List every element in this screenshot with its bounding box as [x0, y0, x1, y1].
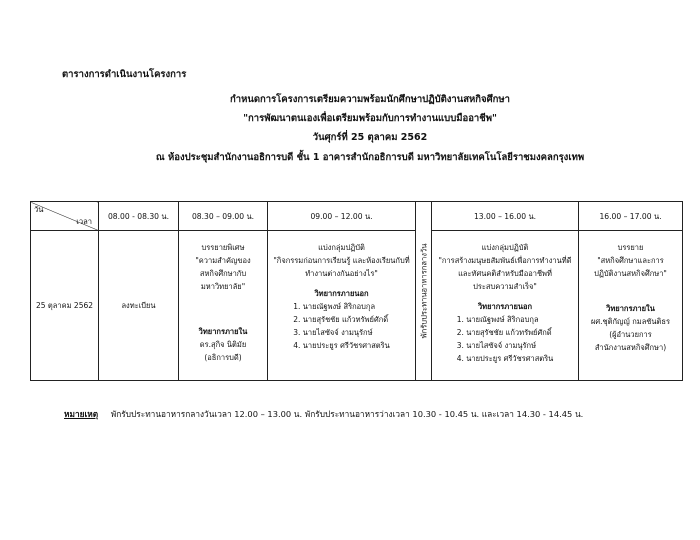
closing-lecture-cell [579, 231, 683, 381]
morning-workshop-cell [268, 231, 416, 381]
day-label: วัน [34, 205, 44, 214]
table-row [31, 231, 683, 381]
special-lecture-topic: "ความสำคัญของ [195, 256, 251, 265]
time-slot-4: 13.00 – 16.00 น. [432, 202, 579, 231]
speaker-heading: วิทยากรภายใน [606, 304, 655, 313]
project-subtitle: "การพัฒนาตนเองเพื่อเตรียมพร้อมกับการทำงานแบบมืออาชีพ" [243, 113, 497, 124]
event-date: วันศุกร์ที่ 25 ตุลาคม 2562 [312, 132, 428, 143]
time-slot-1: 08.00 - 08.30 น. [99, 202, 179, 231]
speaker-role: (อธิการบดี) [204, 353, 242, 362]
speaker-name: 1. นายณัฐพงษ์ สิริกอบกุล [293, 302, 376, 311]
morning-activity-type: แบ่งกลุ่มปฏิบัติ [318, 243, 365, 252]
speaker-name: 2. นายสุรัชชัย แก้วทรัพย์ศักดิ์ [456, 328, 552, 337]
speaker-name: ผศ.ชุติกัญญ์ กมลชันติธร [591, 317, 670, 326]
speaker-heading: วิทยากรภายนอก [477, 302, 533, 311]
speaker-name: 1. นายณัฐพงษ์ สิริกอบกุล [456, 315, 539, 324]
morning-topic: ทำงานต่างกันอย่างไร" [305, 269, 378, 278]
speaker-list [293, 300, 390, 352]
day-time-corner-cell [31, 202, 99, 231]
special-lecture-topic: สหกิจศึกษากับ [199, 269, 247, 278]
project-title: กำหนดการโครงการเตรียมความพร้อมนักศึกษาปฏิบัติงานสหกิจศึกษา [229, 94, 510, 105]
afternoon-topic: "การสร้างมนุษยสัมพันธ์เพื่อการทำงานที่ดี [438, 256, 572, 265]
speaker-list [457, 313, 554, 365]
time-slot-3: 09.00 – 12.00 น. [268, 202, 416, 231]
afternoon-workshop-cell [432, 231, 579, 381]
afternoon-activity-type: แบ่งกลุ่มปฏิบัติ [481, 243, 529, 252]
afternoon-topic: ประสบความสำเร็จ" [473, 282, 537, 291]
speaker-role: สำนักงานสหกิจศึกษา) [594, 343, 667, 352]
speaker-name: 3. นายไสซัจจ์ งามนุรักษ์ [293, 328, 373, 337]
speaker-heading: วิทยากรภายใน [198, 327, 248, 336]
speaker-name: ดร.สุกิจ นิติมัย [199, 340, 247, 349]
lunch-break-label: พักรับประทานอาหารกลางวัน [419, 243, 428, 339]
registration-cell: ลงทะเบียน [99, 231, 179, 381]
time-slot-2: 08.30 – 09.00 น. [179, 202, 268, 231]
closing-lecture-topic: ปฏิบัติงานสหกิจศึกษา" [594, 269, 667, 278]
speaker-name: 4. นายประยูร ศรีวัชรศาสตริน [456, 354, 554, 363]
afternoon-topic: และทัศนคติสำหรับมืออาชีพที่ [458, 269, 552, 278]
footnote-label: หมายเหตุ [64, 409, 99, 419]
schedule-table [30, 201, 683, 381]
event-venue: ณ ห้องประชุมสำนักงานอธิการบดี ชั้น 1 อาคารสำนักอธิการบดี มหาวิทยาลัยเทคโนโลยีราชมงคลกรุงเทพ [155, 152, 585, 163]
speaker-heading: วิทยากรภายนอก [314, 289, 369, 298]
speaker-name: 2. นายสุรัชชัย แก้วทรัพย์ศักดิ์ [293, 315, 389, 324]
special-lecture-topic: มหาวิทยาลัย" [200, 282, 246, 291]
closing-lecture-type: บรรยาย [617, 243, 644, 252]
speaker-role: (ผู้อำนวยการ [609, 330, 652, 339]
speaker-name: 4. นายประยูร ศรีวัชรศาสตริน [293, 341, 390, 350]
special-lecture-cell [179, 231, 268, 381]
date-cell: 25 ตุลาคม 2562 [31, 231, 99, 381]
time-label: เวลา [76, 217, 92, 226]
table-header-row [31, 202, 683, 231]
special-lecture-type: บรรยายพิเศษ [201, 243, 245, 252]
document-label: ตารางการดำเนินงานโครงการ [62, 69, 187, 80]
footnote [64, 407, 583, 421]
time-slot-5: 16.00 – 17.00 น. [579, 202, 683, 231]
lunch-break-cell [416, 202, 432, 381]
morning-topic: "กิจกรรมก่อนการเรียนรู้ และห้องเรียนกับที่ [273, 256, 410, 265]
closing-lecture-topic: "สหกิจศึกษาและการ [597, 256, 664, 265]
footnote-text: พักรับประทานอาหารกลางวันเวลา 12.00 – 13.00 น. พักรับประทานอาหารว่างเวลา 10.30 - 10.45 น. และเวลา 14.30 - 14.45 น. [110, 409, 584, 419]
speaker-name: 3. นายไสซัจจ์ งามนุรักษ์ [456, 341, 537, 350]
